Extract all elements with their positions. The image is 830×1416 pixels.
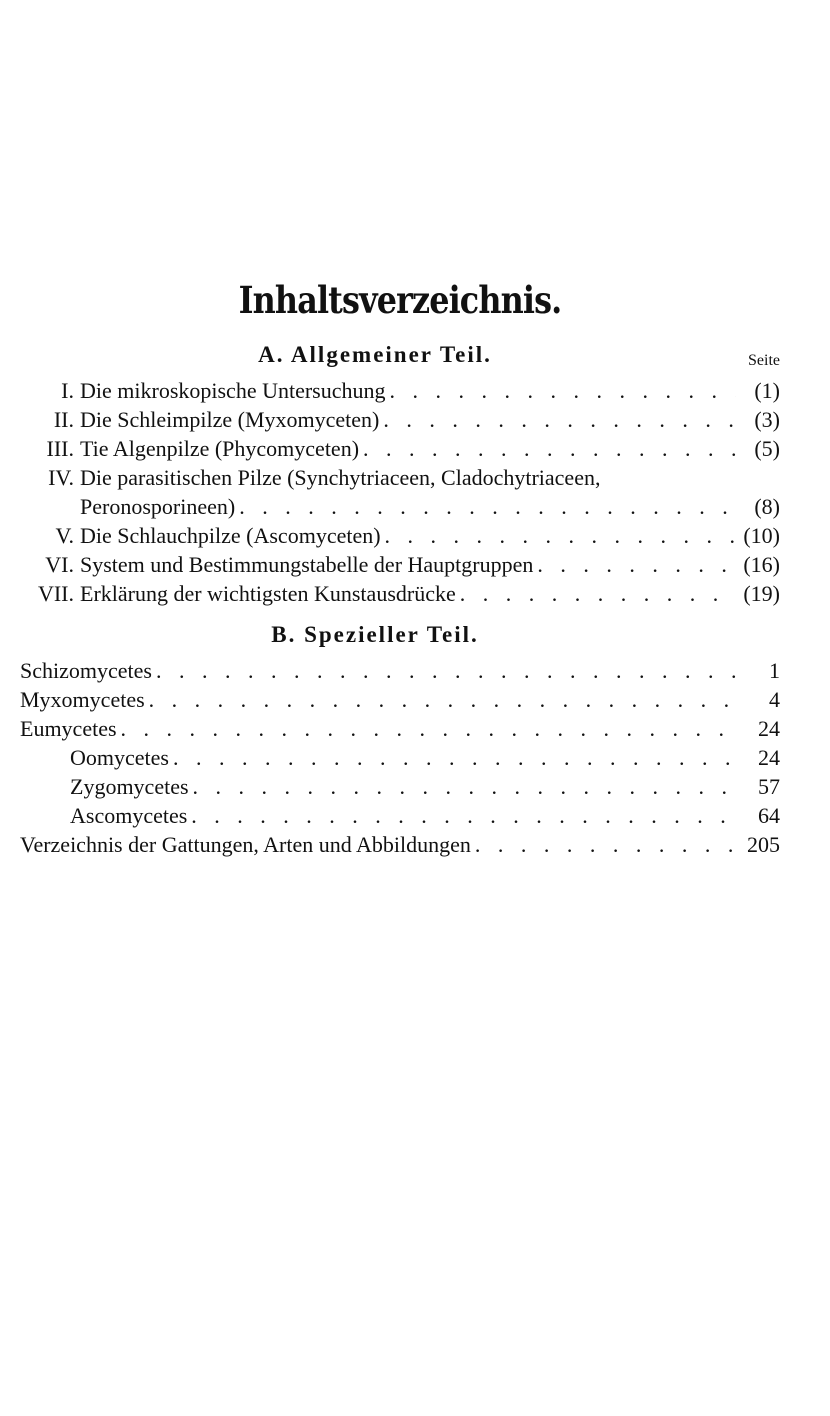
entry-page: 1 (769, 658, 780, 683)
toc-entry[interactable] (20, 434, 780, 463)
entry-title: Die Schlauchpilze (Ascomyceten) (80, 523, 381, 548)
toc-entry[interactable] (20, 521, 780, 550)
section-a-heading: A. Allgemeiner Teil. (258, 342, 492, 367)
entry-page: (16) (743, 552, 780, 577)
leader-dots (169, 743, 736, 772)
toc-entry[interactable] (20, 714, 780, 743)
entry-page: 205 (747, 832, 780, 857)
entry-title: Eumycetes (20, 716, 117, 741)
entry-number: II. (53, 407, 74, 432)
entry-page: 4 (769, 687, 780, 712)
leader-dots (145, 685, 736, 714)
leader-dots (189, 772, 736, 801)
entry-title: Die Schleimpilze (Myxomyceten) (80, 407, 380, 432)
entry-page: 64 (758, 803, 780, 828)
leader-dots (152, 656, 736, 685)
entry-title: System und Bestimmungstabelle der Hauptgruppen (80, 552, 534, 577)
leader-dots (456, 579, 736, 608)
entry-page: (8) (754, 494, 780, 519)
entry-title: Oomycetes (70, 745, 169, 770)
entry-number: V. (55, 523, 74, 548)
toc-entry[interactable] (20, 405, 780, 434)
toc-entry[interactable] (20, 376, 780, 405)
toc-entry[interactable] (20, 685, 780, 714)
leader-dots (359, 434, 736, 463)
entry-number: III. (46, 436, 74, 461)
entry-title: Zygomycetes (70, 774, 189, 799)
leader-dots (533, 550, 736, 579)
leader-dots (379, 405, 736, 434)
entry-page: (3) (754, 407, 780, 432)
entry-number: VII. (37, 581, 74, 606)
toc-section-b (20, 656, 780, 859)
entry-title: Peronosporineen) (80, 494, 236, 519)
toc-entry[interactable] (20, 830, 780, 859)
entry-title: Die parasitischen Pilze (Synchytriaceen, Cladochytriaceen, (80, 465, 601, 490)
page-title: Inhaltsverzeichnis. (238, 278, 562, 322)
leader-dots (117, 714, 736, 743)
leader-dots (471, 830, 736, 859)
toc-entry[interactable] (20, 743, 780, 772)
toc-entry[interactable] (20, 463, 780, 492)
leader-dots (235, 492, 736, 521)
entry-title: Erklärung der wichtigsten Kunstausdrücke (80, 581, 456, 606)
toc-entry-continuation[interactable] (20, 492, 780, 521)
leader-dots (386, 376, 737, 405)
entry-title: Verzeichnis der Gattungen, Arten und Abbildungen (20, 832, 471, 857)
entry-title: Die mikroskopische Untersuchung (80, 378, 386, 403)
leader-dots (381, 521, 736, 550)
toc-entry[interactable] (20, 656, 780, 685)
entry-title: Schizomycetes (20, 658, 152, 683)
entry-title: Myxomycetes (20, 687, 145, 712)
toc-entry[interactable] (20, 579, 780, 608)
entry-page: 24 (758, 745, 780, 770)
entry-title: Ascomycetes (70, 803, 188, 828)
leader-dots (187, 801, 736, 830)
entry-number: I. (61, 378, 74, 403)
toc-entry[interactable] (20, 801, 780, 830)
entry-number: IV. (48, 465, 74, 490)
entry-number: VI. (45, 552, 74, 577)
toc-section-a (20, 376, 780, 608)
entry-page: (1) (754, 378, 780, 403)
entry-page: (5) (754, 436, 780, 461)
entry-page: 57 (758, 774, 780, 799)
entry-title: Tie Algenpilze (Phycomyceten) (80, 436, 360, 461)
entry-page: (10) (743, 523, 780, 548)
toc-entry[interactable] (20, 772, 780, 801)
entry-page: 24 (758, 716, 780, 741)
section-b-heading: B. Spezieller Teil. (271, 622, 479, 647)
toc-entry[interactable] (20, 550, 780, 579)
seite-label: Seite (748, 352, 780, 369)
entry-page: (19) (743, 581, 780, 606)
